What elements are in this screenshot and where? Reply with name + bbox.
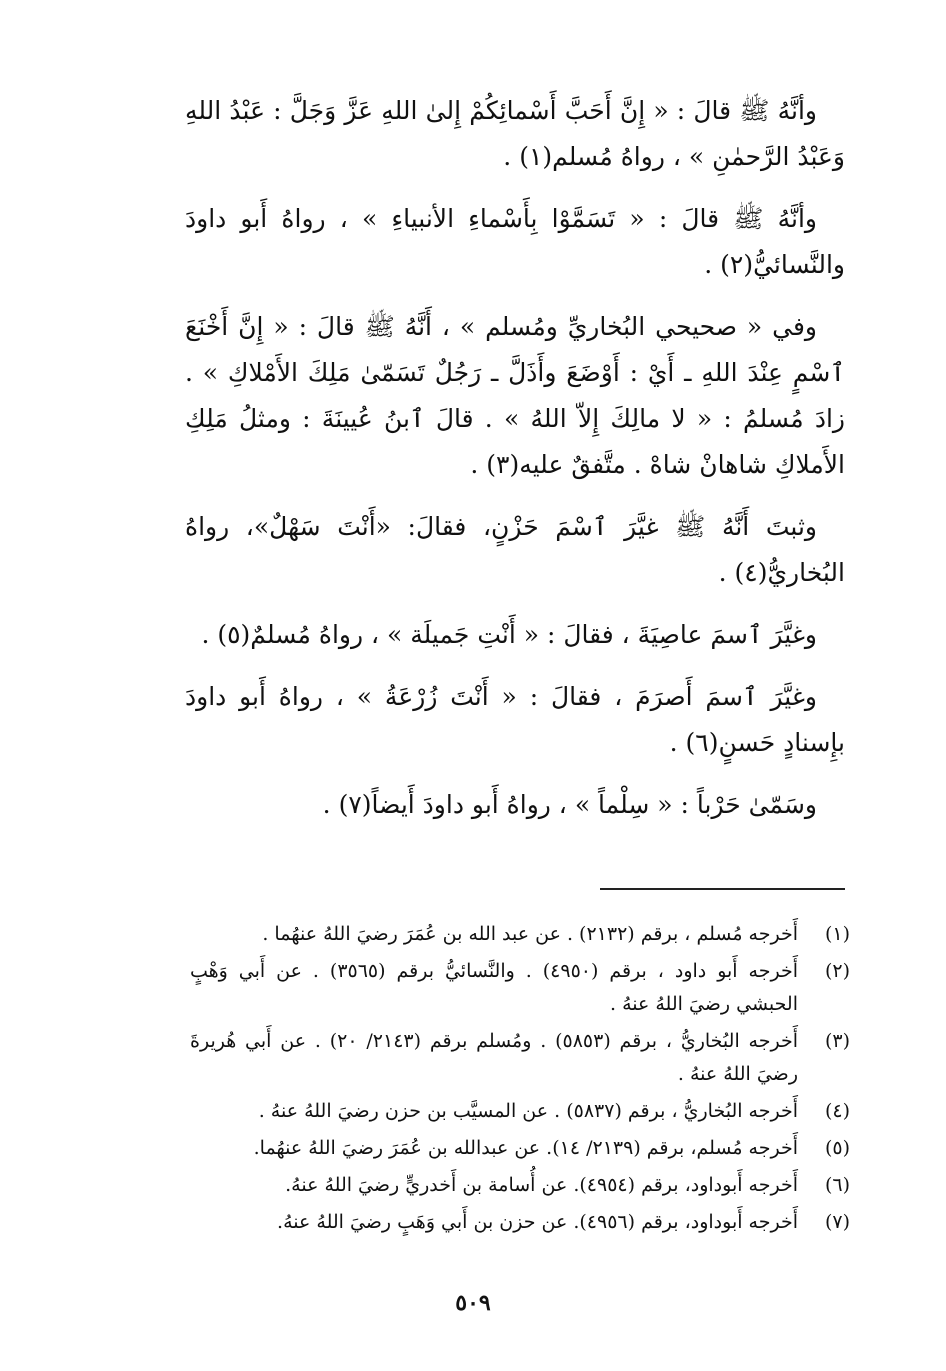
page-number: ٥٠٩: [455, 1290, 491, 1316]
footnote-6: [190, 1169, 850, 1202]
footnote-text: أَخرجه مُسلم ، برقم (٢١٣٢) . عن عبد الله بن عُمَرَ رضيَ اللهُ عنهُما .: [262, 923, 798, 945]
footnote-number: (١): [824, 923, 850, 945]
footnote-number: (٦): [824, 1174, 850, 1196]
footnote-7: [190, 1206, 850, 1239]
footnote-4: [190, 1095, 850, 1128]
paragraph-6: وغيَّرَ ٱسمَ أَصرَمَ ، فقالَ : « أَنْتَ زُرْعَةُ » ، رواهُ أَبو داودَ بإِسنادٍ حَسنٍ(٦) .: [185, 682, 845, 757]
footnote-2: [190, 955, 850, 1021]
footnote-5: [190, 1132, 850, 1165]
paragraph-4: وثبتَ أَنَّهُ ﷺ غيَّرَ ٱسْمَ حَزْنٍ، فقالَ: «أَنْتَ سَهْلٌ»، رواهُ البُخاريُّ(٤) .: [185, 512, 845, 587]
footnote-text: أَخرجه أَبوداود، برقم (٤٩٥٤). عن أُسامة بن أَخدريٍّ رضيَ اللهُ عنهُ.: [285, 1174, 798, 1196]
footnote-number: (٤): [824, 1100, 850, 1122]
footnotes: [190, 918, 850, 1243]
footnote-text: أَخرجه مُسلم، برقم (٢١٣٩/ ١٤). عن عبدالله بن عُمَرَ رضيَ اللهُ عنهُما.: [253, 1137, 798, 1159]
footnote-number: (٥): [824, 1137, 850, 1159]
footnote-text: أَخرجه البُخاريُّ ، برقم (٥٨٣٧) . عن المسيَّب بن حزن رضيَ اللهُ عنهُ .: [258, 1100, 798, 1122]
paragraph-2: وأنَّهُ ﷺ قالَ : « تَسَمَّوْا بِأَسْماءِ الأنبياءِ » ، رواهُ أَبو داودَ والنَّسائيُّ(٢) .: [185, 204, 845, 279]
main-text: [185, 88, 845, 844]
paragraph-1: وأنَّهُ ﷺ قالَ : « إِنَّ أَحَبَّ أَسْمائِكُمْ إِلىٰ اللهِ عَزَّ وَجَلَّ : عَبْدُ اللهِ وَعَبْدُ الرَّحمٰنِ » ، رواهُ مُسلم(١) .: [185, 96, 845, 171]
footnote-1: [190, 918, 850, 951]
paragraph-5: وغيَّرَ ٱسمَ عاصِيَةَ ، فقالَ : « أَنْتِ جَميلَة » ، رواهُ مُسلمٌ(٥) .: [201, 620, 817, 649]
footnote-text: أَخرجه البُخاريُّ ، برقم (٥٨٥٣) . ومُسلم برقم (٢١٤٣/ ٢٠) . عن أَبي هُريرةَ رضيَ اللهُ عنهُ .: [190, 1030, 798, 1085]
footnote-3: [190, 1025, 850, 1091]
footnote-number: (٧): [824, 1211, 850, 1233]
footnote-divider: [600, 888, 845, 890]
paragraph-7: وسَمّىٰ حَرْباً : « سِلْماً » ، رواهُ أَبو داودَ أَيضاً(٧) .: [322, 790, 817, 819]
footnote-text: أَخرجه أَبوداود، برقم (٤٩٥٦). عن حزن بن أَبي وَهَبٍ رضيَ اللهُ عنهُ.: [277, 1211, 798, 1233]
footnote-number: (٣): [824, 1030, 850, 1052]
footnote-number: (٢): [824, 960, 850, 982]
paragraph-3: وفي « صحيحي البُخاريِّ ومُسلم » ، أَنَّهُ ﷺ قالَ : « إِنَّ أَخْنَعَ ٱسْمٍ عِنْدَ اللهِ ـ أَيْ : أَوْضَعَ وأَذَلَّ ـ رَجُلٌ تَسَمّىٰ مَلِكَ الأَمْلاكِ » . زادَ مُسلمُ : « لا مالِكَ إِلاّ اللهُ » . قالَ ٱبنُ عُيينَةَ : ومثلُ مَلِكِ الأَملاكِ شاهانْ شاهْ . متَّفقٌ عليه(٣) .: [185, 312, 845, 479]
footnote-text: أَخرجه أَبو داود ، برقم (٤٩٥٠) . والنَّسائيُّ برقم (٣٥٦٥) . عن أَبي وَهْبٍ الحبشي رضيَ اللهُ عنهُ .: [190, 960, 798, 1015]
